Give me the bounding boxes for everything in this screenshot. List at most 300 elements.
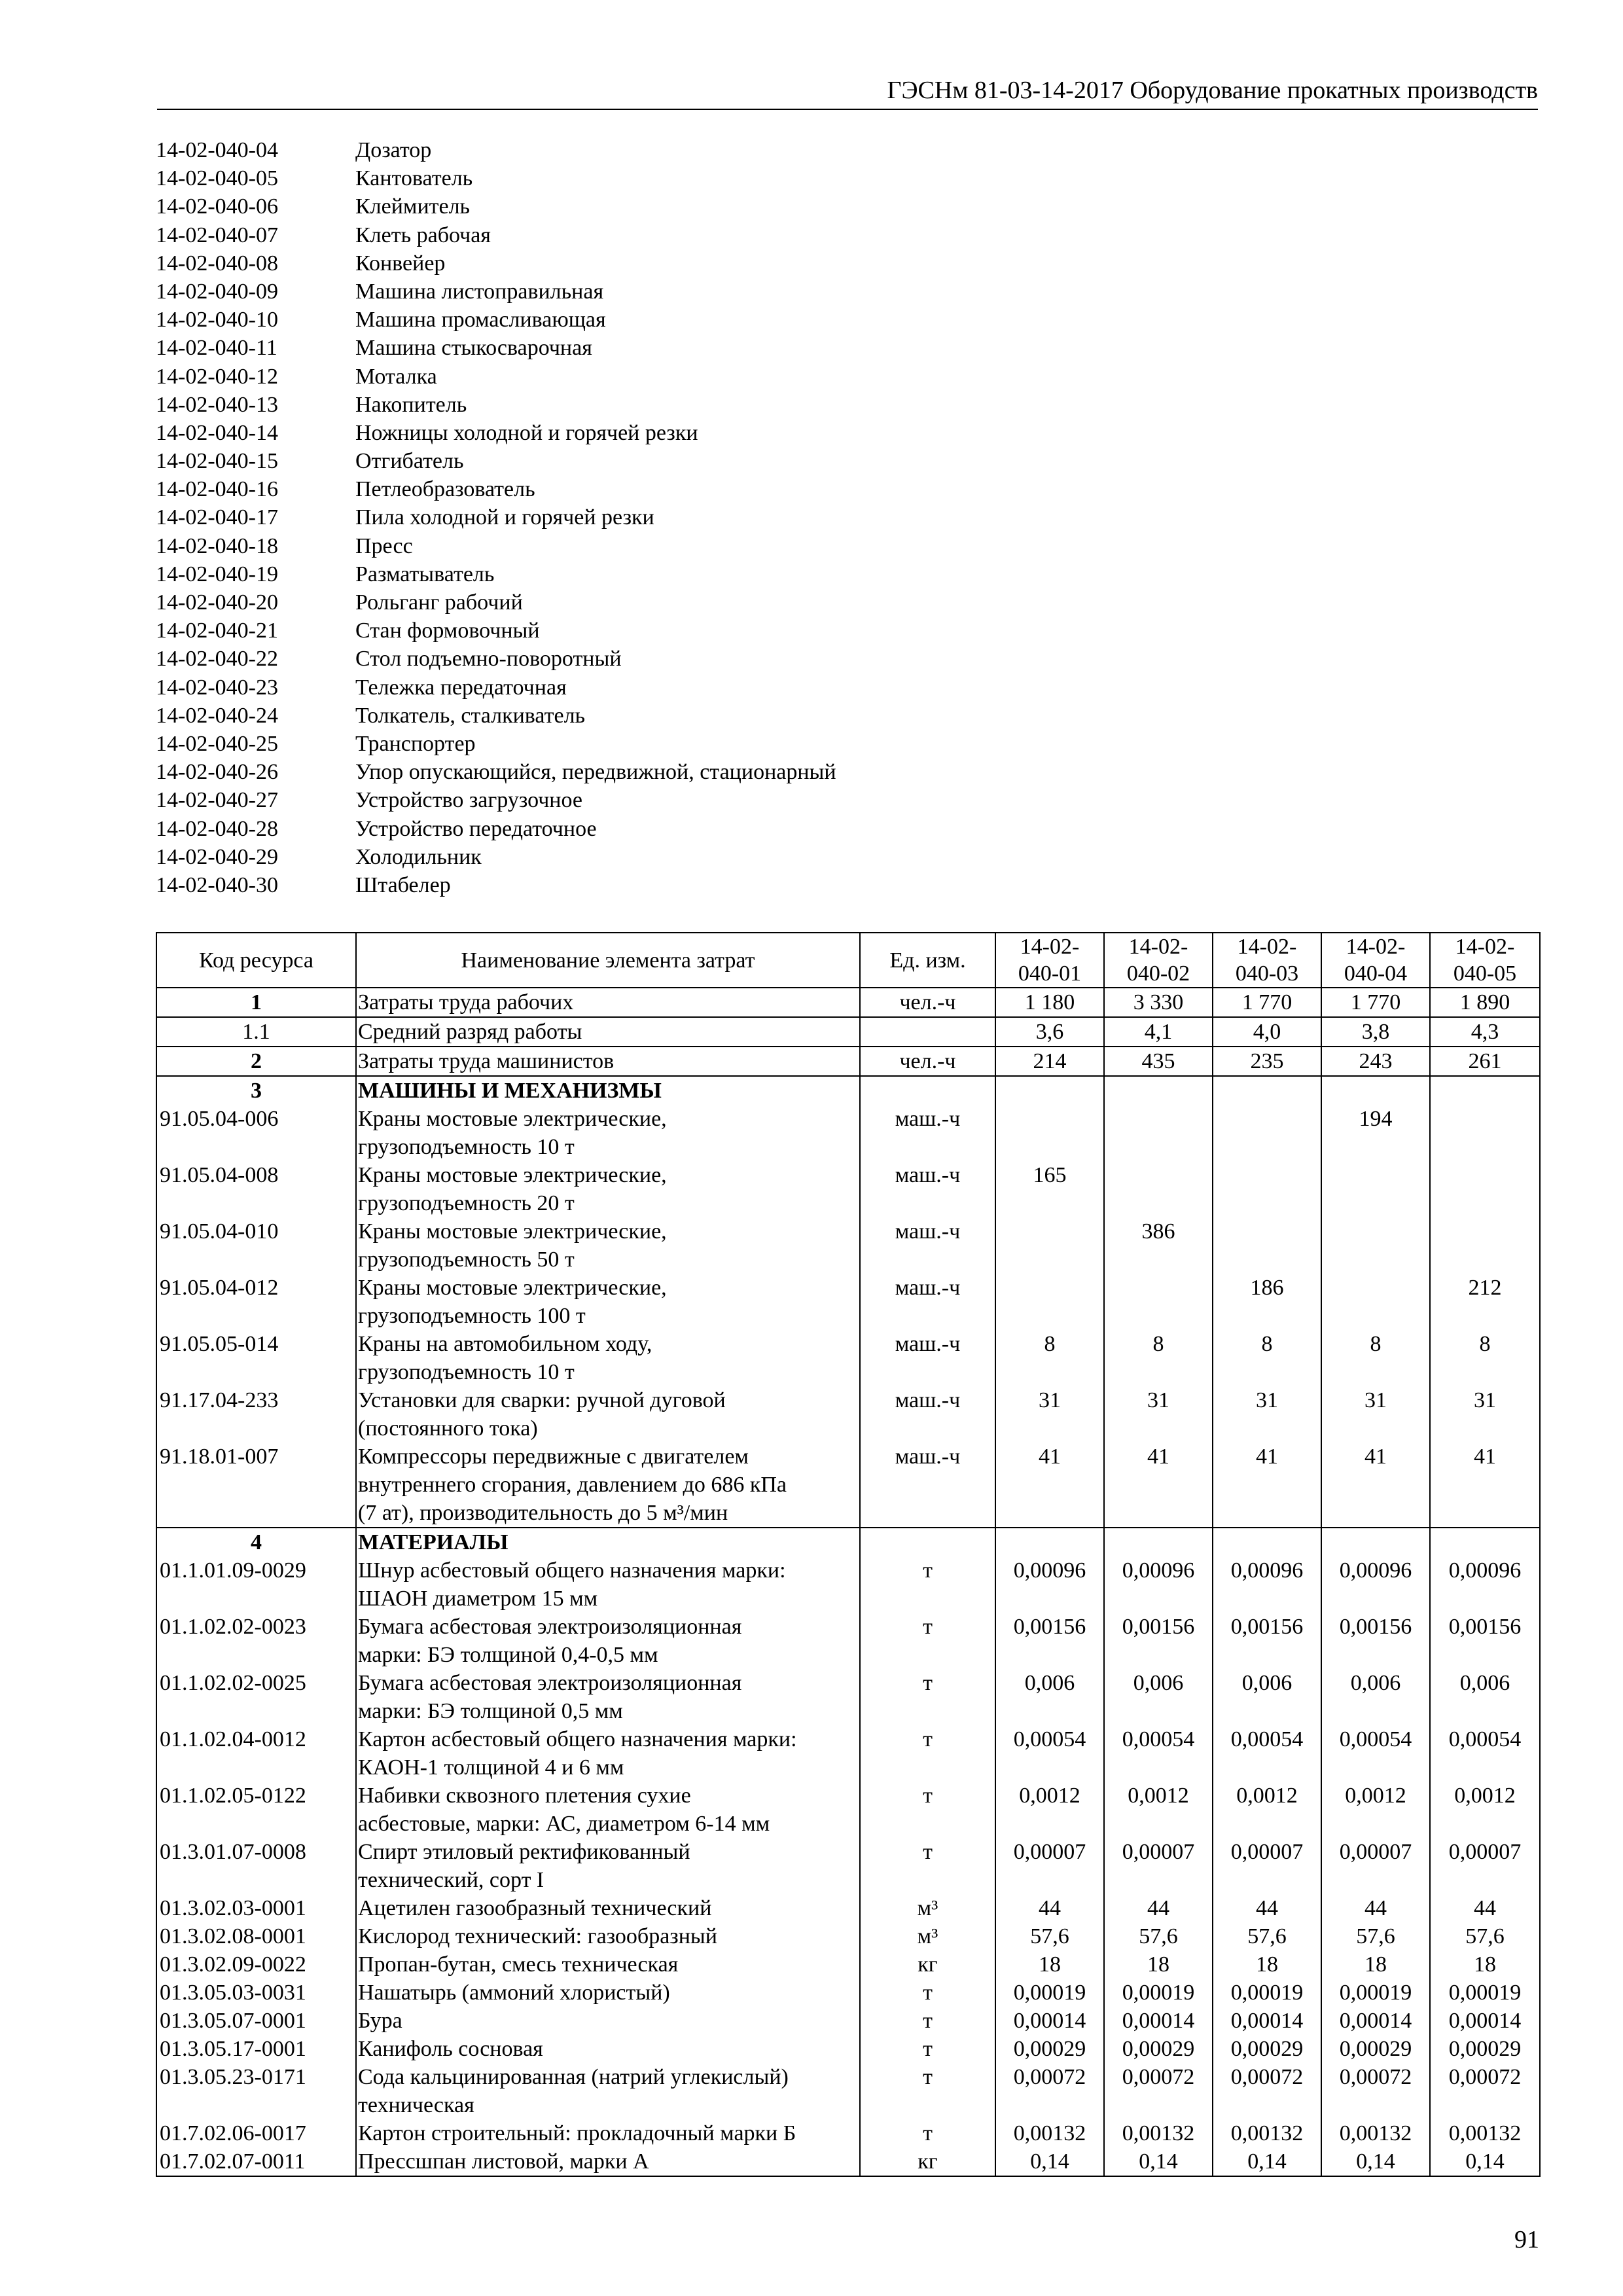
cell-value: 0,14 xyxy=(1104,2147,1213,2176)
cell-name: Прессшпан листовой, марки А xyxy=(356,2147,860,2176)
cell-code: 91.05.04-008 xyxy=(156,1161,356,1217)
cell-value: 4,1 xyxy=(1104,1017,1213,1047)
cell-value: 18 xyxy=(995,1950,1104,1979)
list-item-name: Клеть рабочая xyxy=(355,223,491,247)
header-unit: Ед. изм. xyxy=(860,933,995,988)
cell-value xyxy=(1213,1528,1321,1556)
cell-value xyxy=(1104,1161,1213,1217)
cell-name: Средний разряд работы xyxy=(356,1017,860,1047)
list-item-code: 14-02-040-10 xyxy=(156,308,278,332)
cell-value: 0,0012 xyxy=(1104,1782,1213,1838)
list-item xyxy=(156,306,836,334)
cell-code: 01.3.05.17-0001 xyxy=(156,2035,356,2063)
cell-unit: маш.-ч xyxy=(860,1443,995,1528)
list-item-code: 14-02-040-29 xyxy=(156,844,278,869)
cell-unit: маш.-ч xyxy=(860,1217,995,1274)
cell-value: 0,00132 xyxy=(1104,2119,1213,2147)
cell-value: 0,00096 xyxy=(1104,1556,1213,1613)
table-row xyxy=(156,1274,1540,1330)
list-item-name: Машина промасливающая xyxy=(355,308,606,332)
table-row xyxy=(156,1669,1540,1725)
list-item-name: Машина листоправильная xyxy=(355,279,604,304)
cell-value: 435 xyxy=(1104,1047,1213,1076)
cell-code: 01.3.02.03-0001 xyxy=(156,1894,356,1922)
list-item-code: 14-02-040-22 xyxy=(156,647,278,672)
cell-unit: маш.-ч xyxy=(860,1330,995,1386)
cell-code: 01.7.02.06-0017 xyxy=(156,2119,356,2147)
cell-name: МАТЕРИАЛЫ xyxy=(356,1528,860,1556)
cell-value: 0,006 xyxy=(995,1669,1104,1725)
list-item-name: Устройство передаточное xyxy=(355,816,597,841)
list-item-code: 14-02-040-12 xyxy=(156,364,278,389)
cell-value: 41 xyxy=(1430,1443,1540,1528)
cell-code: 01.3.02.08-0001 xyxy=(156,1922,356,1950)
list-item-name: Упор опускающийся, передвижной, стационарный xyxy=(355,760,836,785)
cell-value: 0,00029 xyxy=(1104,2035,1213,2063)
list-item-name: Машина стыкосварочная xyxy=(355,336,592,361)
cell-value: 31 xyxy=(1430,1386,1540,1443)
cell-value: 0,00019 xyxy=(1321,1979,1430,2007)
cell-value: 0,14 xyxy=(1213,2147,1321,2176)
cell-value: 44 xyxy=(1213,1894,1321,1922)
cell-value: 0,00019 xyxy=(1104,1979,1213,2007)
cell-value: 18 xyxy=(1430,1950,1540,1979)
cell-value: 0,00019 xyxy=(1430,1979,1540,2007)
cell-value: 31 xyxy=(1104,1386,1213,1443)
cell-value: 165 xyxy=(995,1161,1104,1217)
cell-value: 1 180 xyxy=(995,988,1104,1017)
table-row xyxy=(156,1386,1540,1443)
cell-unit: м³ xyxy=(860,1922,995,1950)
list-item xyxy=(156,673,836,702)
cell-name: Шнур асбестовый общего назначения марки: ШАОН диаметром 15 мм xyxy=(356,1556,860,1613)
list-item-code: 14-02-040-15 xyxy=(156,449,278,474)
list-item-name: Рольганг рабочий xyxy=(355,590,523,615)
cell-name: Пропан-бутан, смесь техническая xyxy=(356,1950,860,1979)
cell-unit: т xyxy=(860,2119,995,2147)
table-row xyxy=(156,1613,1540,1669)
cell-unit: т xyxy=(860,1725,995,1782)
cell-code: 01.3.05.03-0031 xyxy=(156,1979,356,2007)
cell-value xyxy=(1430,1105,1540,1161)
list-item xyxy=(156,192,836,221)
cell-name: Установки для сварки: ручной дуговой (постоянного тока) xyxy=(356,1386,860,1443)
cell-value: 0,00054 xyxy=(1430,1725,1540,1782)
cell-value: 0,00156 xyxy=(1321,1613,1430,1669)
cell-name: Компрессоры передвижные с двигателем внутреннего сгорания, давлением до 686 кПа (7 ат), производительность до 5 м³/мин xyxy=(356,1443,860,1528)
cell-value: 1 890 xyxy=(1430,988,1540,1017)
cell-code: 2 xyxy=(156,1047,356,1076)
cell-value: 0,00132 xyxy=(1213,2119,1321,2147)
list-item xyxy=(156,843,836,871)
header-col-5: 14-02- 040-05 xyxy=(1430,933,1540,988)
list-item xyxy=(156,503,836,531)
table-row xyxy=(156,1161,1540,1217)
cell-value: 0,006 xyxy=(1430,1669,1540,1725)
list-item xyxy=(156,136,836,164)
table-row xyxy=(156,1443,1540,1528)
cell-value xyxy=(1321,1161,1430,1217)
cell-code: 01.1.02.02-0023 xyxy=(156,1613,356,1669)
cell-name: МАШИНЫ И МЕХАНИЗМЫ xyxy=(356,1076,860,1105)
cell-unit: м³ xyxy=(860,1894,995,1922)
cell-value xyxy=(995,1076,1104,1105)
cell-value xyxy=(1430,1076,1540,1105)
header-name: Наименование элемента затрат xyxy=(356,933,860,988)
list-item-code: 14-02-040-18 xyxy=(156,533,278,558)
cell-value xyxy=(1321,1217,1430,1274)
cell-code: 01.7.02.07-0011 xyxy=(156,2147,356,2176)
cell-value: 41 xyxy=(1321,1443,1430,1528)
cell-unit: маш.-ч xyxy=(860,1386,995,1443)
list-item-code: 14-02-040-09 xyxy=(156,279,278,304)
cell-value: 0,00156 xyxy=(995,1613,1104,1669)
list-item-name: Конвейер xyxy=(355,251,446,276)
cell-name: Краны мостовые электрические, грузоподъемность 50 т xyxy=(356,1217,860,1274)
cell-value: 235 xyxy=(1213,1047,1321,1076)
list-item-code: 14-02-040-19 xyxy=(156,562,278,586)
header-title: ГЭСНм 81-03-14-2017 Оборудование прокатных производств xyxy=(887,77,1538,104)
cell-value: 0,00029 xyxy=(1430,2035,1540,2063)
cell-unit: т xyxy=(860,2035,995,2063)
cell-unit: т xyxy=(860,1782,995,1838)
list-item xyxy=(156,447,836,475)
list-item-code: 14-02-040-11 xyxy=(156,336,277,361)
cell-value: 0,00156 xyxy=(1104,1613,1213,1669)
cell-value: 3 330 xyxy=(1104,988,1213,1017)
list-item-code: 14-02-040-27 xyxy=(156,788,278,813)
cell-name: Краны на автомобильном ходу, грузоподъемность 10 т xyxy=(356,1330,860,1386)
cell-code: 91.05.04-010 xyxy=(156,1217,356,1274)
cell-value: 0,0012 xyxy=(995,1782,1104,1838)
cell-value xyxy=(1104,1076,1213,1105)
list-item-code: 14-02-040-05 xyxy=(156,166,278,191)
table-row xyxy=(156,1017,1540,1047)
list-item-name: Пила холодной и горячей резки xyxy=(355,505,654,530)
cell-code: 01.3.02.09-0022 xyxy=(156,1950,356,1979)
cell-unit: т xyxy=(860,2007,995,2035)
cell-value: 243 xyxy=(1321,1047,1430,1076)
cell-value: 0,00132 xyxy=(1321,2119,1430,2147)
cell-value xyxy=(995,1274,1104,1330)
table-row xyxy=(156,2007,1540,2035)
table-row xyxy=(156,1217,1540,1274)
table-row xyxy=(156,2119,1540,2147)
cell-name: Затраты труда машинистов xyxy=(356,1047,860,1076)
cell-value: 0,00014 xyxy=(1213,2007,1321,2035)
cell-value: 31 xyxy=(995,1386,1104,1443)
cell-value: 8 xyxy=(1321,1330,1430,1386)
list-item-name: Транспортер xyxy=(355,731,476,756)
cell-value: 0,00054 xyxy=(1321,1725,1430,1782)
cell-value: 0,00014 xyxy=(1430,2007,1540,2035)
page-number: 91 xyxy=(1514,2226,1539,2253)
list-item-code: 14-02-040-06 xyxy=(156,194,278,219)
list-item xyxy=(156,363,836,391)
cell-value: 8 xyxy=(1104,1330,1213,1386)
table-row xyxy=(156,1528,1540,1556)
code-list xyxy=(156,136,836,899)
cell-name: Ацетилен газообразный технический xyxy=(356,1894,860,1922)
cell-value: 0,00029 xyxy=(1213,2035,1321,2063)
cell-code: 01.3.01.07-0008 xyxy=(156,1838,356,1894)
table-row xyxy=(156,1950,1540,1979)
cell-value: 0,00072 xyxy=(995,2063,1104,2119)
cell-code: 01.1.01.09-0029 xyxy=(156,1556,356,1613)
cell-value: 0,00096 xyxy=(1321,1556,1430,1613)
cell-value xyxy=(1213,1217,1321,1274)
cell-value: 41 xyxy=(1213,1443,1321,1528)
cell-unit: т xyxy=(860,1556,995,1613)
table-row xyxy=(156,1782,1540,1838)
list-item-code: 14-02-040-14 xyxy=(156,420,278,445)
cell-value: 57,6 xyxy=(1213,1922,1321,1950)
cell-value: 386 xyxy=(1104,1217,1213,1274)
cell-name: Кислород технический: газообразный xyxy=(356,1922,860,1950)
cell-value: 0,00072 xyxy=(1213,2063,1321,2119)
cell-value xyxy=(1104,1528,1213,1556)
cell-code: 01.1.02.02-0025 xyxy=(156,1669,356,1725)
list-item-code: 14-02-040-07 xyxy=(156,223,278,247)
cell-value: 0,00156 xyxy=(1430,1613,1540,1669)
cell-value xyxy=(1430,1161,1540,1217)
cell-value: 0,00072 xyxy=(1104,2063,1213,2119)
cell-value xyxy=(1430,1528,1540,1556)
cell-value: 0,00072 xyxy=(1430,2063,1540,2119)
cell-value: 0,14 xyxy=(1321,2147,1430,2176)
cell-value xyxy=(1213,1076,1321,1105)
cell-value: 0,00014 xyxy=(1321,2007,1430,2035)
list-item-code: 14-02-040-25 xyxy=(156,731,278,756)
cell-unit xyxy=(860,1528,995,1556)
cell-value xyxy=(1104,1105,1213,1161)
cell-name: Затраты труда рабочих xyxy=(356,988,860,1017)
cell-value: 3,6 xyxy=(995,1017,1104,1047)
cell-value: 44 xyxy=(995,1894,1104,1922)
cell-value xyxy=(1213,1105,1321,1161)
list-item-name: Холодильник xyxy=(355,844,482,869)
table-row xyxy=(156,1979,1540,2007)
cell-value xyxy=(995,1217,1104,1274)
cell-unit: чел.-ч xyxy=(860,988,995,1017)
list-item-name: Ножницы холодной и горячей резки xyxy=(355,420,698,445)
cell-code: 01.3.05.07-0001 xyxy=(156,2007,356,2035)
list-item xyxy=(156,391,836,419)
list-item xyxy=(156,871,836,899)
list-item-name: Петлеобразователь xyxy=(355,477,535,502)
cell-value: 18 xyxy=(1321,1950,1430,1979)
list-item-name: Накопитель xyxy=(355,392,467,417)
list-item xyxy=(156,419,836,447)
cell-value: 0,00007 xyxy=(1213,1838,1321,1894)
cell-value: 8 xyxy=(995,1330,1104,1386)
cell-code: 91.05.04-012 xyxy=(156,1274,356,1330)
cell-code: 91.18.01-007 xyxy=(156,1443,356,1528)
cell-value: 0,00019 xyxy=(995,1979,1104,2007)
table-header-row xyxy=(156,933,1540,988)
cell-name: Краны мостовые электрические, грузоподъемность 100 т xyxy=(356,1274,860,1330)
cell-name: Бумага асбестовая электроизоляционная марки: БЭ толщиной 0,5 мм xyxy=(356,1669,860,1725)
cell-value: 8 xyxy=(1213,1330,1321,1386)
list-item-code: 14-02-040-08 xyxy=(156,251,278,276)
cell-value: 0,00132 xyxy=(1430,2119,1540,2147)
table-row xyxy=(156,1076,1540,1105)
cell-value: 0,00096 xyxy=(1430,1556,1540,1613)
cell-value: 57,6 xyxy=(1321,1922,1430,1950)
list-item xyxy=(156,532,836,560)
cell-value: 44 xyxy=(1104,1894,1213,1922)
cell-value: 18 xyxy=(1213,1950,1321,1979)
list-item xyxy=(156,278,836,306)
cell-unit xyxy=(860,1017,995,1047)
list-item xyxy=(156,475,836,503)
list-item xyxy=(156,249,836,278)
list-item xyxy=(156,730,836,758)
list-item-name: Кантователь xyxy=(355,166,473,191)
cell-unit: чел.-ч xyxy=(860,1047,995,1076)
list-item-code: 14-02-040-20 xyxy=(156,590,278,615)
cell-unit: т xyxy=(860,1669,995,1725)
list-item-name: Разматыватель xyxy=(355,562,495,586)
cell-value: 0,006 xyxy=(1213,1669,1321,1725)
cell-unit xyxy=(860,1076,995,1105)
list-item xyxy=(156,617,836,645)
cell-name: Бура xyxy=(356,2007,860,2035)
list-item-code: 14-02-040-24 xyxy=(156,703,278,728)
cell-value: 0,00029 xyxy=(1321,2035,1430,2063)
header-col-1: 14-02- 040-01 xyxy=(995,933,1104,988)
list-item xyxy=(156,786,836,814)
cell-code: 91.17.04-233 xyxy=(156,1386,356,1443)
cell-value: 0,0012 xyxy=(1321,1782,1430,1838)
list-item-code: 14-02-040-17 xyxy=(156,505,278,530)
table-row xyxy=(156,2063,1540,2119)
cell-name: Краны мостовые электрические, грузоподъемность 10 т xyxy=(356,1105,860,1161)
cell-name: Сода кальцинированная (натрий углекислый) техническая xyxy=(356,2063,860,2119)
table-row xyxy=(156,1922,1540,1950)
cell-value: 0,00029 xyxy=(995,2035,1104,2063)
cell-unit: т xyxy=(860,1979,995,2007)
cell-code: 91.05.04-006 xyxy=(156,1105,356,1161)
cell-value: 0,0012 xyxy=(1213,1782,1321,1838)
cell-value: 0,00132 xyxy=(995,2119,1104,2147)
cell-value: 57,6 xyxy=(995,1922,1104,1950)
cell-value: 186 xyxy=(1213,1274,1321,1330)
list-item xyxy=(156,702,836,730)
list-item xyxy=(156,588,836,617)
list-item xyxy=(156,815,836,843)
cell-value xyxy=(1321,1274,1430,1330)
cell-name: Канифоль сосновая xyxy=(356,2035,860,2063)
cell-value xyxy=(1213,1161,1321,1217)
cell-name: Картон асбестовый общего назначения марки: КАОН-1 толщиной 4 и 6 мм xyxy=(356,1725,860,1782)
list-item-code: 14-02-040-28 xyxy=(156,816,278,841)
list-item-name: Пресс xyxy=(355,533,413,558)
cell-unit: т xyxy=(860,2063,995,2119)
list-item-name: Тележка передаточная xyxy=(355,675,567,700)
cell-value: 8 xyxy=(1430,1330,1540,1386)
list-item xyxy=(156,645,836,673)
cell-unit: маш.-ч xyxy=(860,1274,995,1330)
cell-value xyxy=(1430,1217,1540,1274)
list-item-name: Стан формовочный xyxy=(355,619,540,643)
list-item xyxy=(156,334,836,362)
page-header xyxy=(157,71,1538,110)
cell-unit: кг xyxy=(860,1950,995,1979)
list-item-name: Моталка xyxy=(355,364,437,389)
cell-value: 18 xyxy=(1104,1950,1213,1979)
cell-name: Нашатырь (аммоний хлористый) xyxy=(356,1979,860,2007)
cell-value: 41 xyxy=(1104,1443,1213,1528)
list-item xyxy=(156,164,836,192)
table-row xyxy=(156,2035,1540,2063)
table-row xyxy=(156,1894,1540,1922)
cell-name: Набивки сквозного плетения сухие асбестовые, марки: АС, диаметром 6-14 мм xyxy=(356,1782,860,1838)
cell-value: 0,00014 xyxy=(1104,2007,1213,2035)
cell-code: 01.1.02.05-0122 xyxy=(156,1782,356,1838)
list-item-code: 14-02-040-26 xyxy=(156,760,278,785)
cell-value: 1 770 xyxy=(1321,988,1430,1017)
table-row xyxy=(156,1556,1540,1613)
list-item xyxy=(156,560,836,588)
resource-table xyxy=(156,932,1541,2177)
cell-value: 214 xyxy=(995,1047,1104,1076)
cell-name: Спирт этиловый ректификованный технический, сорт I xyxy=(356,1838,860,1894)
cell-unit: кг xyxy=(860,2147,995,2176)
cell-value: 57,6 xyxy=(1104,1922,1213,1950)
list-item-code: 14-02-040-16 xyxy=(156,477,278,502)
cell-value: 57,6 xyxy=(1430,1922,1540,1950)
table-row xyxy=(156,988,1540,1017)
list-item-code: 14-02-040-04 xyxy=(156,138,278,162)
cell-code: 1.1 xyxy=(156,1017,356,1047)
list-item xyxy=(156,221,836,249)
cell-code: 01.1.02.04-0012 xyxy=(156,1725,356,1782)
list-item-name: Дозатор xyxy=(355,138,432,162)
cell-value: 3,8 xyxy=(1321,1017,1430,1047)
cell-value: 0,00007 xyxy=(995,1838,1104,1894)
cell-value: 31 xyxy=(1213,1386,1321,1443)
cell-value: 4,3 xyxy=(1430,1017,1540,1047)
list-item-name: Толкатель, сталкиватель xyxy=(355,703,586,728)
header-col-2: 14-02- 040-02 xyxy=(1104,933,1213,988)
header-col-4: 14-02- 040-04 xyxy=(1321,933,1430,988)
table-row xyxy=(156,1105,1540,1161)
cell-value: 0,00156 xyxy=(1213,1613,1321,1669)
cell-value: 0,00054 xyxy=(1213,1725,1321,1782)
cell-value: 0,006 xyxy=(1104,1669,1213,1725)
cell-code: 91.05.05-014 xyxy=(156,1330,356,1386)
cell-value xyxy=(1104,1274,1213,1330)
table-row xyxy=(156,1838,1540,1894)
cell-code: 3 xyxy=(156,1076,356,1105)
cell-unit: маш.-ч xyxy=(860,1105,995,1161)
cell-value: 41 xyxy=(995,1443,1104,1528)
list-item xyxy=(156,758,836,786)
cell-value: 0,00007 xyxy=(1430,1838,1540,1894)
cell-value: 0,00007 xyxy=(1321,1838,1430,1894)
list-item-code: 14-02-040-13 xyxy=(156,392,278,417)
cell-value: 194 xyxy=(1321,1105,1430,1161)
cell-value: 0,00054 xyxy=(1104,1725,1213,1782)
table-row xyxy=(156,1725,1540,1782)
cell-value: 0,00096 xyxy=(1213,1556,1321,1613)
cell-name: Бумага асбестовая электроизоляционная марки: БЭ толщиной 0,4-0,5 мм xyxy=(356,1613,860,1669)
cell-value: 0,00007 xyxy=(1104,1838,1213,1894)
cell-value: 0,006 xyxy=(1321,1669,1430,1725)
cell-value xyxy=(995,1105,1104,1161)
cell-value: 212 xyxy=(1430,1274,1540,1330)
